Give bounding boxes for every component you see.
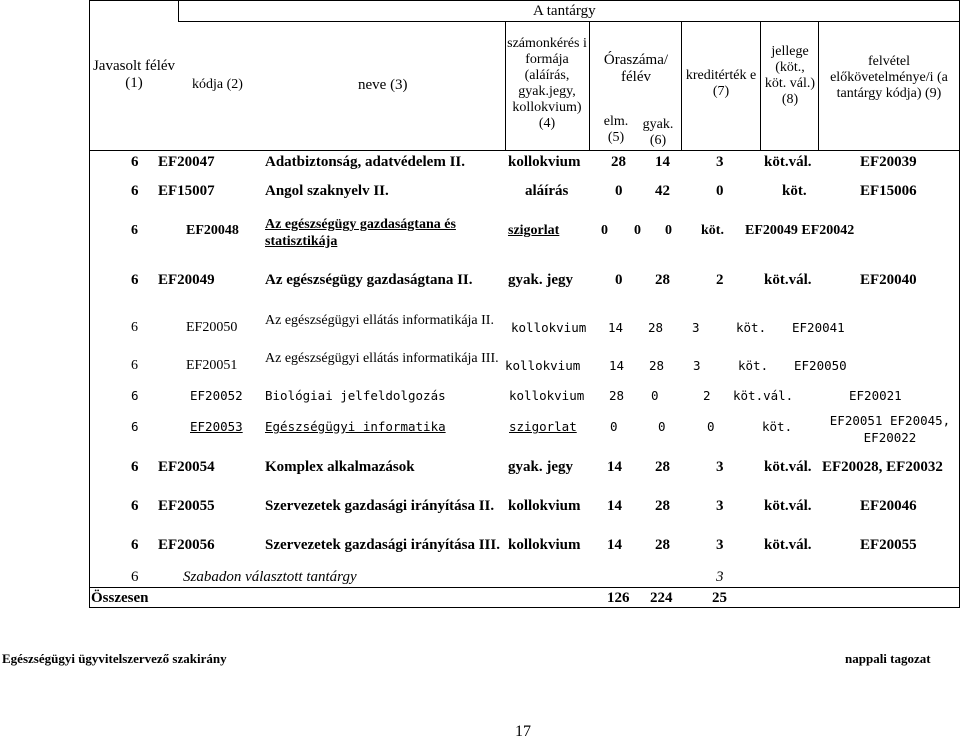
cell-elm: 14: [608, 320, 624, 335]
cell-kredit: 3: [716, 498, 724, 514]
cell-elokov: EF20041: [792, 320, 845, 335]
cell-kredit: 3: [693, 358, 701, 373]
cell-szamonkeres: kollokvium: [511, 320, 587, 335]
cell-nev: Adatbiztonság, adatvédelem II.: [265, 154, 466, 170]
table-caption: A tantárgy: [533, 3, 596, 19]
cell-szamonkeres: aláírás: [525, 183, 569, 199]
cell-kod: EF20047: [158, 154, 215, 170]
cell-nev: Szabadon választott tantárgy: [183, 569, 357, 585]
cell-nev: Az egészségügyi ellátás informatikája III.: [265, 351, 499, 366]
cell-felev: 6: [131, 498, 139, 514]
total-kredit: 25: [712, 590, 727, 606]
cell-gyak: 0: [651, 388, 659, 403]
cell-kod: EF20051: [186, 358, 238, 373]
cell-kredit: 0: [716, 183, 724, 199]
header-gyak: gyak. (6): [642, 117, 674, 148]
cell-felev: 6: [131, 183, 139, 199]
cell-kredit: 2: [716, 272, 724, 288]
cell-szamonkeres: kollokvium: [508, 154, 581, 170]
cell-jellege: köt.vál.: [764, 459, 812, 475]
header-felvetel: felvétel előkövetelménye/i (a tantárgy kódja) (9): [830, 54, 948, 101]
cell-elokov: EF20051 EF20045, EF20022: [829, 413, 951, 445]
cell-nev: Komplex alkalmazások: [265, 459, 415, 475]
cell-felev: 6: [131, 569, 139, 585]
header-szamonkeres: számonkérés i formája (aláírás, gyak.jegy, kollokvium) (4): [507, 36, 587, 131]
page-number: 17: [515, 723, 531, 740]
cell-felev: 6: [131, 320, 138, 335]
cell-elokov: EF20039: [860, 154, 917, 170]
cell-gyak: 14: [655, 154, 670, 170]
cell-szamonkeres: kollokvium: [509, 388, 585, 403]
header-oraszam: Óraszáma/ félév: [603, 52, 669, 85]
cell-elm: 14: [607, 537, 622, 553]
cell-kod: EF15007: [158, 183, 215, 199]
cell-gyak: 28: [655, 498, 670, 514]
cell-szamonkeres: gyak. jegy: [508, 459, 573, 475]
total-label: Összesen: [91, 590, 149, 606]
cell-kredit: 0: [665, 223, 672, 238]
cell-szamonkeres: kollokvium: [505, 358, 581, 373]
cell-elm: 0: [615, 272, 623, 288]
cell-kod: EF20056: [158, 537, 215, 553]
cell-szamonkeres: szigorlat: [508, 223, 560, 238]
cell-jellege: köt.vál.: [764, 498, 812, 514]
cell-elokov: EF20049 EF20042: [745, 223, 855, 238]
cell-szamonkeres: kollokvium: [508, 498, 581, 514]
cell-nev: Angol szaknyelv II.: [265, 183, 389, 199]
cell-gyak: 0: [658, 419, 666, 434]
cell-elm: 14: [607, 459, 622, 475]
cell-kod: EF20055: [158, 498, 215, 514]
cell-szamonkeres: szigorlat: [509, 419, 577, 434]
cell-kredit: 3: [716, 154, 724, 170]
cell-kod: EF20049: [158, 272, 215, 288]
cell-szamonkeres: gyak. jegy: [508, 272, 573, 288]
cell-kod: EF20052: [190, 388, 243, 403]
cell-jellege: köt.: [701, 223, 724, 238]
cell-elokov: EF20050: [794, 358, 847, 373]
cell-kredit: 3: [716, 459, 724, 475]
cell-gyak: 28: [648, 320, 664, 335]
header-nev: neve (3): [358, 77, 408, 93]
cell-felev: 6: [131, 272, 139, 288]
cell-nev: Biológiai jelfeldolgozás: [265, 388, 446, 403]
cell-jellege: köt.: [762, 419, 793, 434]
cell-felev: 6: [131, 537, 139, 553]
header-kredit: kreditérték e (7): [685, 68, 757, 99]
cell-nev: Egészségügyi informatika: [265, 419, 446, 434]
footer-left: Egészségügyi ügyvitelszervező szakirány: [2, 651, 227, 666]
cell-kredit: 3: [716, 569, 724, 585]
total-gyak: 224: [650, 590, 673, 606]
cell-jellege: köt.vál.: [764, 272, 812, 288]
cell-felev: 6: [131, 154, 139, 170]
cell-gyak: 28: [649, 358, 665, 373]
cell-gyak: 0: [634, 223, 641, 238]
cell-nev: Az egészségügyi ellátás informatikája II.: [265, 313, 494, 328]
cell-elokov: EF20055: [860, 537, 917, 553]
cell-jellege: köt.: [782, 183, 807, 199]
cell-kod: EF20053: [190, 419, 243, 434]
cell-felev: 6: [131, 459, 139, 475]
cell-elm: 28: [609, 388, 625, 403]
footer-right: nappali tagozat: [845, 651, 931, 666]
cell-elokov: EF20021: [849, 388, 902, 403]
cell-gyak: 28: [655, 537, 670, 553]
cell-nev: Szervezetek gazdasági irányítása II.: [265, 498, 495, 514]
cell-nev: Szervezetek gazdasági irányítása III.: [265, 537, 500, 553]
total-elm: 126: [607, 590, 630, 606]
cell-kredit: 3: [716, 537, 724, 553]
cell-jellege: köt.vál.: [764, 154, 812, 170]
cell-nev: Az egészségügy gazdaságtana és statisztikája: [265, 217, 456, 249]
cell-elm: 0: [610, 419, 618, 434]
cell-kod: EF20050: [186, 320, 238, 335]
cell-kredit: 2: [703, 388, 711, 403]
cell-gyak: 28: [655, 459, 670, 475]
cell-elokov: EF20028, EF20032: [822, 459, 943, 475]
header-felev: Javasolt félév (1): [92, 58, 176, 91]
cell-elokov: EF20040: [860, 272, 917, 288]
cell-jellege: köt.: [738, 358, 769, 373]
cell-kod: EF20048: [186, 223, 239, 238]
cell-elm: 14: [609, 358, 625, 373]
cell-kredit: 3: [692, 320, 700, 335]
cell-kod: EF20054: [158, 459, 215, 475]
header-kod: kódja (2): [192, 77, 243, 92]
cell-szamonkeres: kollokvium: [508, 537, 581, 553]
cell-felev: 6: [131, 419, 139, 434]
cell-felev: 6: [131, 388, 139, 403]
cell-elokov: EF15006: [860, 183, 917, 199]
cell-elm: 0: [615, 183, 623, 199]
header-elm: elm. (5): [603, 114, 629, 145]
header-jellege: jellege (köt., köt. vál.) (8): [764, 44, 816, 107]
cell-kredit: 0: [707, 419, 715, 434]
cell-gyak: 42: [655, 183, 670, 199]
cell-elokov: EF20046: [860, 498, 917, 514]
cell-jellege: köt.vál.: [733, 388, 794, 403]
cell-elm: 14: [607, 498, 622, 514]
cell-nev: Az egészségügy gazdaságtana II.: [265, 272, 473, 288]
cell-felev: 6: [131, 358, 138, 373]
cell-elm: 0: [601, 223, 608, 238]
cell-gyak: 28: [655, 272, 670, 288]
cell-jellege: köt.vál.: [764, 537, 812, 553]
cell-jellege: köt.: [736, 320, 767, 335]
cell-elm: 28: [611, 154, 626, 170]
cell-felev: 6: [131, 223, 138, 238]
